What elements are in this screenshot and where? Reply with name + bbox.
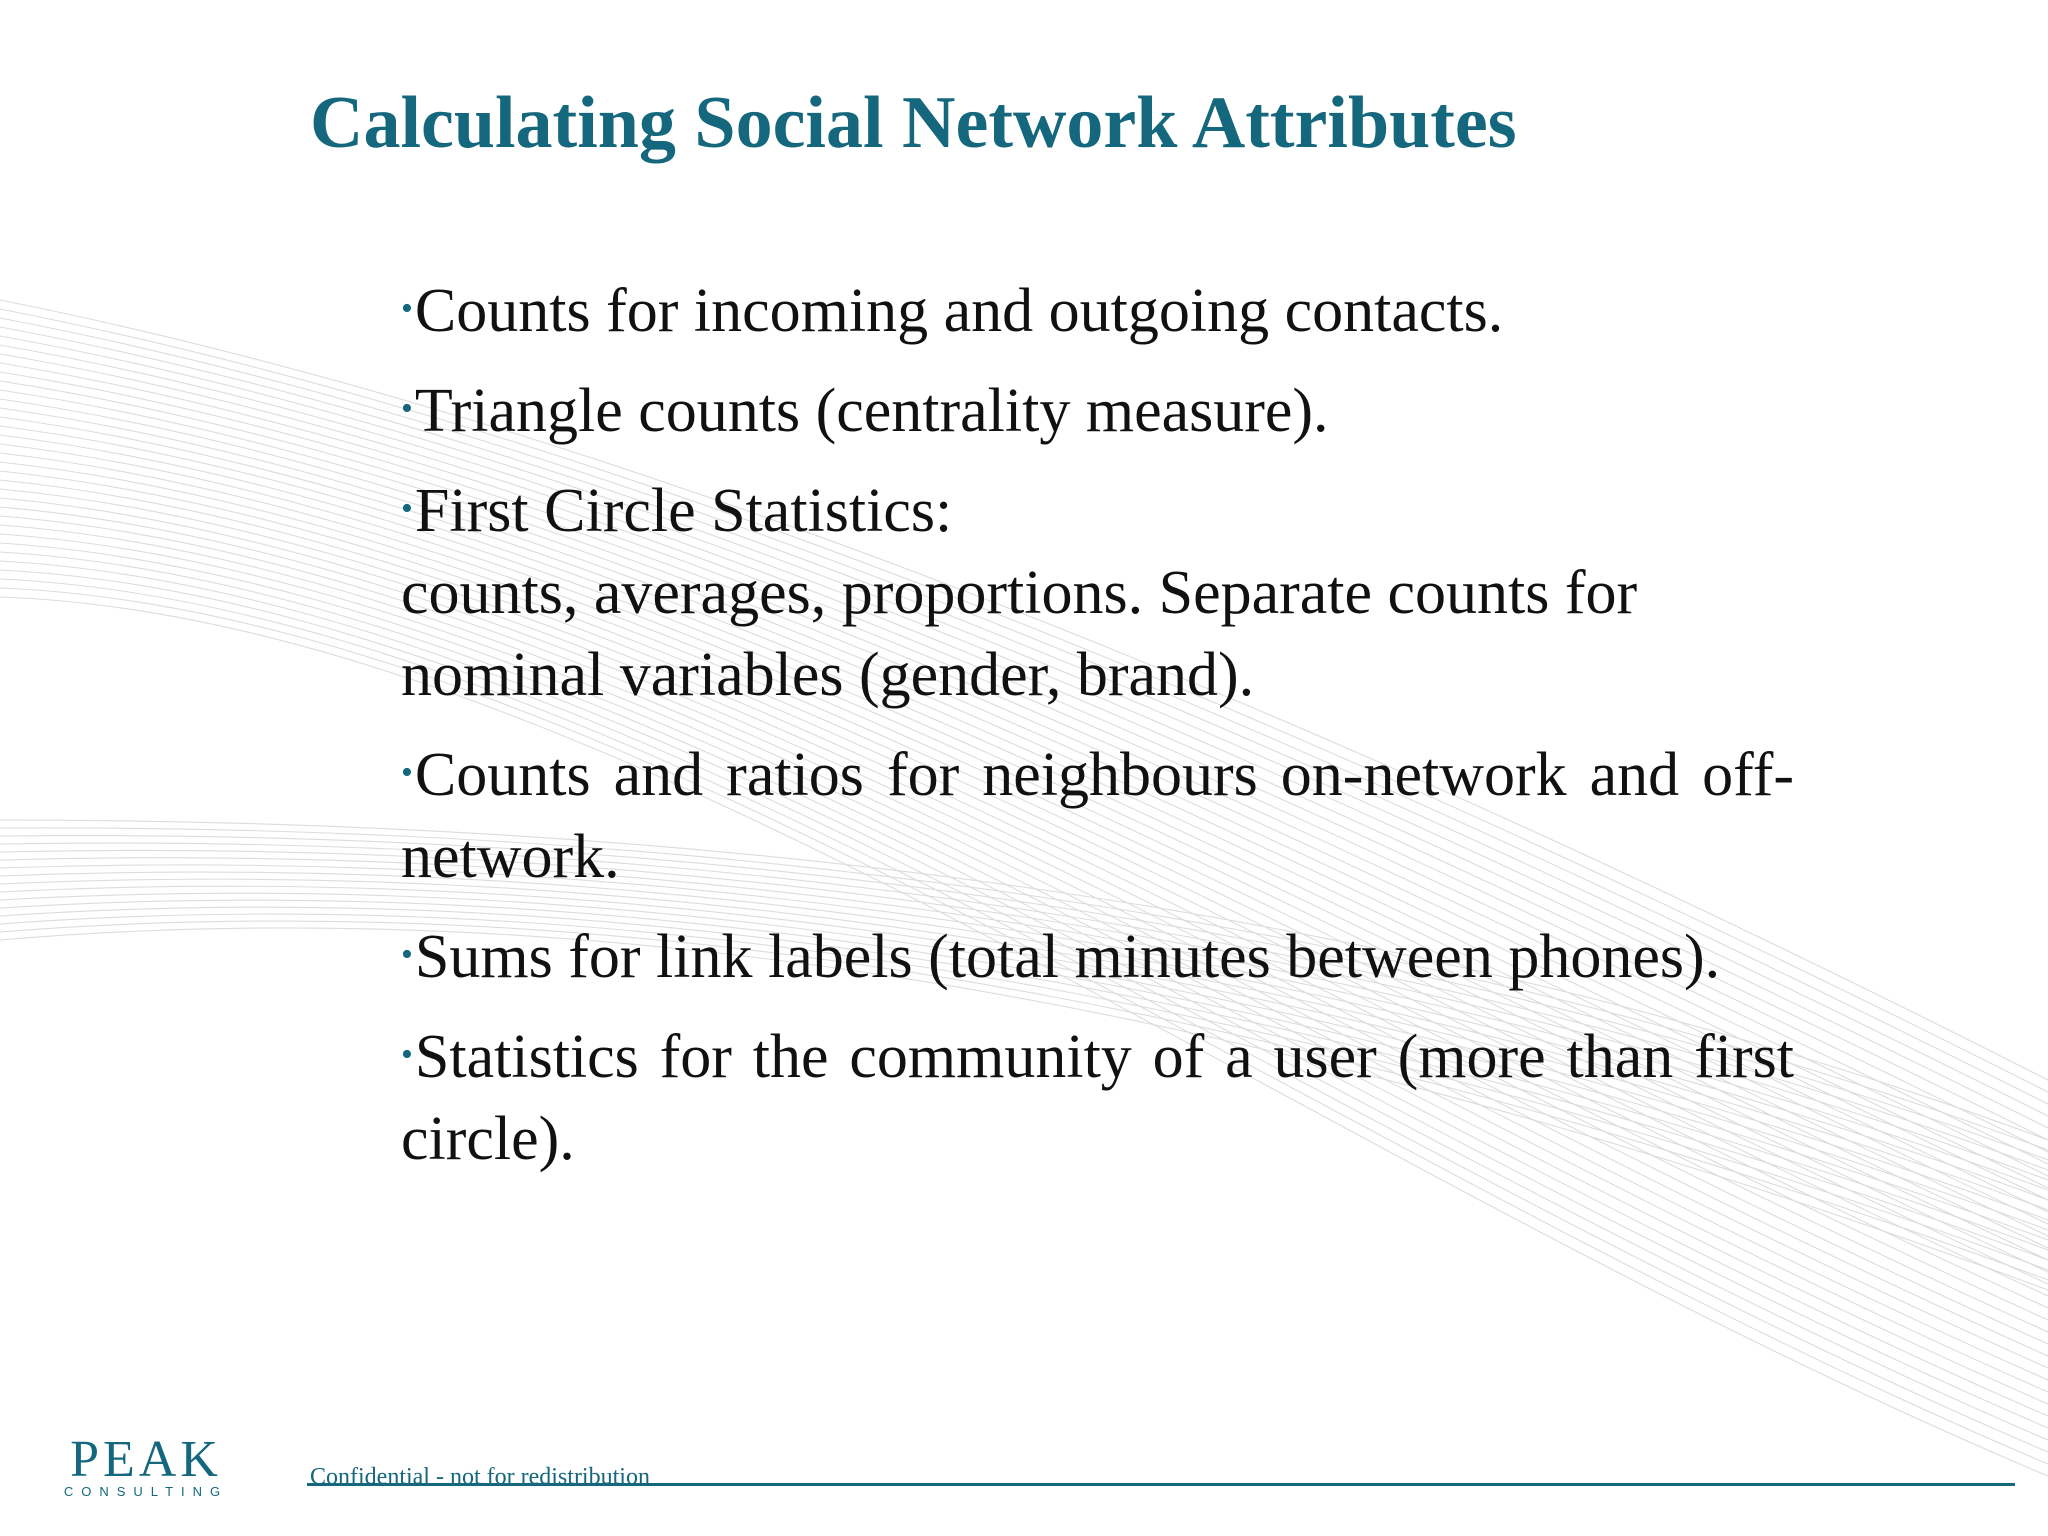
bullet-item-link-labels <box>401 914 1794 998</box>
bullet-dot-icon: • <box>401 1036 413 1073</box>
bullet-dot-icon: • <box>401 936 413 973</box>
bullet-list <box>401 268 1794 1196</box>
slide-title: Calculating Social Network Attributes <box>310 82 1517 164</box>
bullet-item-incoming-outgoing <box>401 268 1794 352</box>
bullet-text: Statistics for the community of a user (more than first circle). <box>401 1023 1794 1173</box>
bullet-text: Counts and ratios for neighbours on-network and off-network. <box>401 741 1794 891</box>
bullet-item-triangle-counts <box>401 368 1794 452</box>
logo-word: PEAK <box>70 1431 222 1488</box>
bullet-dot-icon: • <box>401 290 413 327</box>
bullet-dot-icon: • <box>401 490 413 527</box>
bullet-item-community <box>401 1014 1794 1180</box>
bullet-dot-icon: • <box>401 754 413 791</box>
bullet-text: Triangle counts (centrality measure). <box>414 377 1329 445</box>
bullet-text: Counts for incoming and outgoing contacts. <box>414 277 1504 345</box>
confidential-notice: Confidential - not for redistribution <box>310 1464 650 1490</box>
bullet-continuation: counts, averages, proportions. Separate counts for nominal variables (gender, brand). <box>401 559 1638 709</box>
bullet-item-first-circle <box>401 468 1794 716</box>
logo-subtitle: CONSULTING <box>63 1484 229 1499</box>
bullet-dot-icon: • <box>401 390 413 427</box>
bullet-item-neighbours <box>401 732 1794 898</box>
bullet-first-line <box>401 468 1794 552</box>
bullet-text: First Circle Statistics: <box>414 477 953 545</box>
peak-consulting-logo <box>56 1428 236 1500</box>
bullet-text: Sums for link labels (total minutes between phones). <box>414 923 1721 991</box>
